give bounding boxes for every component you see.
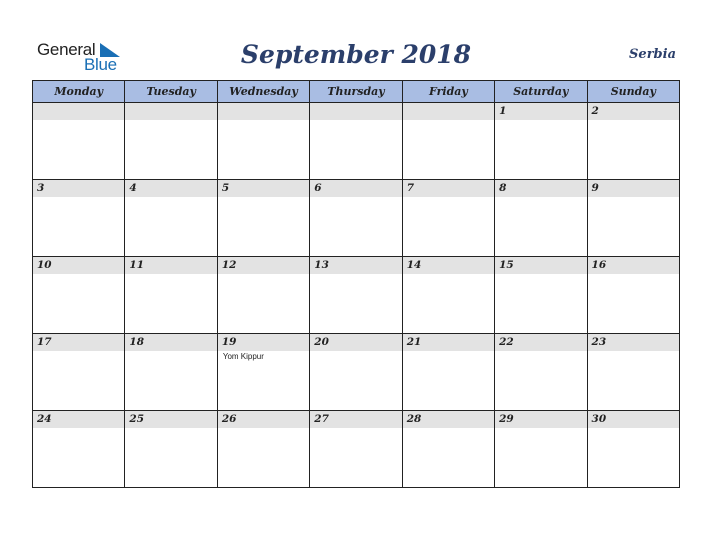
day-number-bar	[125, 180, 216, 197]
day-cell	[310, 103, 402, 180]
day-cell	[217, 180, 309, 257]
day-number: 19	[221, 336, 237, 348]
day-number-bar	[588, 334, 679, 351]
day-number-bar	[495, 257, 586, 274]
day-cell	[402, 411, 494, 488]
calendar-grid	[32, 80, 680, 488]
day-number: 15	[499, 259, 514, 271]
day-number: 2	[591, 105, 599, 117]
day-cell	[310, 257, 402, 334]
logo-text-general: General	[37, 40, 96, 59]
day-number: 27	[314, 413, 329, 425]
weekday-header: Thursday	[310, 81, 402, 103]
day-cell	[402, 180, 494, 257]
day-cell	[33, 257, 125, 334]
day-cell	[125, 103, 217, 180]
day-number: 28	[406, 413, 422, 425]
day-cell	[402, 334, 494, 411]
day-number-bar	[495, 180, 586, 197]
day-cell	[310, 180, 402, 257]
day-number-bar	[495, 103, 586, 120]
day-number-bar	[588, 180, 679, 197]
day-cell	[310, 411, 402, 488]
day-number: 14	[406, 259, 422, 271]
day-cell	[125, 180, 217, 257]
day-number: 6	[314, 182, 322, 194]
day-number: 21	[406, 336, 422, 348]
weekday-header: Sunday	[587, 81, 679, 103]
day-cell	[217, 103, 309, 180]
day-number: 4	[129, 182, 137, 194]
day-number-bar	[33, 257, 124, 274]
day-number-bar	[218, 334, 309, 351]
day-number-bar	[588, 411, 679, 428]
day-number: 1	[499, 105, 507, 117]
day-number: 22	[499, 336, 514, 348]
day-number-bar	[33, 334, 124, 351]
day-number-bar	[403, 334, 494, 351]
day-number-bar	[218, 103, 309, 120]
day-number: 23	[591, 336, 607, 348]
day-cell	[33, 180, 125, 257]
day-number: 5	[221, 182, 230, 194]
day-number-bar	[403, 411, 494, 428]
day-cell	[587, 180, 679, 257]
country-label: Serbia	[629, 47, 676, 62]
day-cell	[217, 334, 309, 411]
day-number: 13	[314, 259, 329, 271]
holiday-label: Yom Kippur	[222, 352, 264, 361]
day-number-bar	[218, 411, 309, 428]
day-number-bar	[495, 411, 586, 428]
weekday-header: Saturday	[495, 81, 587, 103]
day-cell	[495, 334, 587, 411]
day-number: 11	[129, 259, 145, 271]
day-number-bar	[403, 180, 494, 197]
day-number: 17	[37, 336, 52, 348]
day-number-bar	[125, 334, 216, 351]
day-number: 7	[406, 182, 414, 194]
day-number: 29	[499, 413, 514, 425]
day-cell	[402, 257, 494, 334]
day-cell	[587, 411, 679, 488]
day-number-bar	[310, 334, 401, 351]
week-row	[33, 411, 680, 488]
day-cell	[495, 257, 587, 334]
day-number: 3	[37, 182, 45, 194]
day-cell	[310, 334, 402, 411]
day-cell	[402, 103, 494, 180]
day-number: 8	[499, 182, 507, 194]
day-number-bar	[495, 334, 586, 351]
day-number: 20	[314, 336, 329, 348]
day-cell	[125, 411, 217, 488]
day-number: 10	[37, 259, 52, 271]
day-number: 24	[37, 413, 52, 425]
day-number: 9	[591, 182, 599, 194]
week-row	[33, 257, 680, 334]
week-row	[33, 180, 680, 257]
day-cell	[33, 103, 125, 180]
day-number-bar	[33, 180, 124, 197]
day-cell	[33, 334, 125, 411]
day-number-bar	[33, 103, 124, 120]
day-number-bar	[310, 180, 401, 197]
day-number: 16	[591, 259, 607, 271]
day-cell	[495, 103, 587, 180]
day-cell	[587, 257, 679, 334]
day-number-bar	[310, 411, 401, 428]
day-number-bar	[588, 257, 679, 274]
day-cell	[587, 103, 679, 180]
day-cell	[217, 411, 309, 488]
day-cell	[587, 334, 679, 411]
day-cell	[495, 411, 587, 488]
weekday-header-row	[33, 81, 680, 103]
day-cell	[33, 411, 125, 488]
day-number: 26	[221, 413, 237, 425]
day-number-bar	[125, 257, 216, 274]
day-number-bar	[310, 257, 401, 274]
calendar-title: September 2018	[240, 40, 472, 69]
day-cell	[125, 257, 217, 334]
day-number-bar	[218, 257, 309, 274]
logo-text-blue: Blue	[84, 55, 117, 74]
weekday-header: Tuesday	[125, 81, 217, 103]
day-cell	[495, 180, 587, 257]
day-number-bar	[125, 103, 216, 120]
week-row	[33, 334, 680, 411]
day-number: 18	[129, 336, 145, 348]
day-number-bar	[403, 257, 494, 274]
day-number-bar	[588, 103, 679, 120]
weekday-header: Monday	[33, 81, 125, 103]
day-number-bar	[33, 411, 124, 428]
day-number: 25	[129, 413, 145, 425]
day-number-bar	[218, 180, 309, 197]
day-cell	[125, 334, 217, 411]
weekday-header: Friday	[402, 81, 494, 103]
week-row	[33, 103, 680, 180]
day-number-bar	[403, 103, 494, 120]
day-number-bar	[310, 103, 401, 120]
day-number: 30	[591, 413, 607, 425]
day-cell	[217, 257, 309, 334]
day-number: 12	[221, 259, 237, 271]
weekday-header: Wednesday	[217, 81, 309, 103]
day-number-bar	[125, 411, 216, 428]
